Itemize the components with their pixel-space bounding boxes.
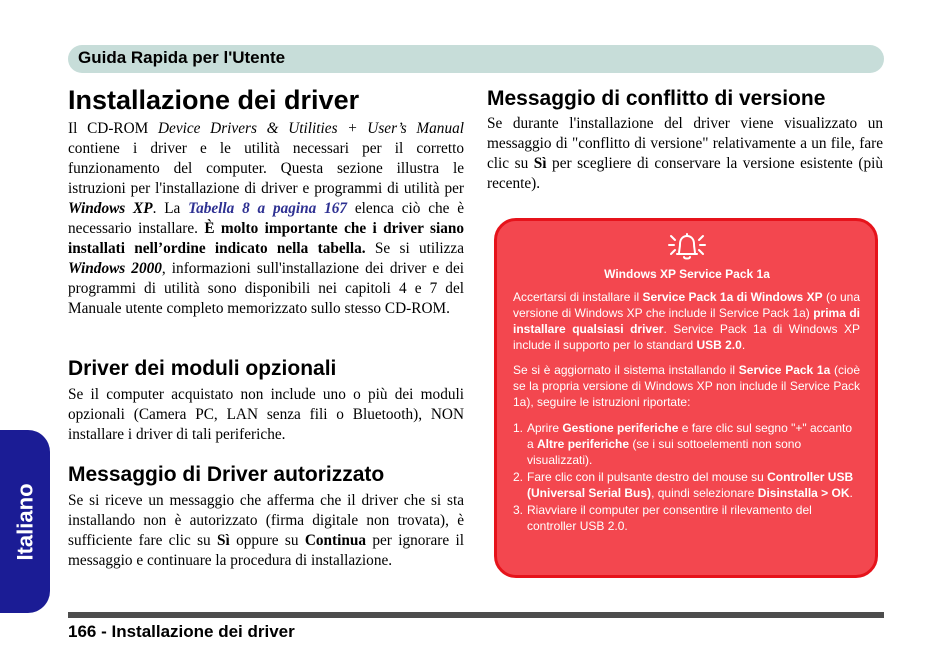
step-text: Fare clic con il pulsante destro del mouse su [527,470,768,484]
step-text: . [849,486,853,500]
page-title: Installazione dei driver [68,85,360,115]
step-emph: Controller USB (Universal Serial Bus) [527,470,854,500]
step-number: 1. [513,421,524,435]
warning-text: Accertarsi di installare il [513,290,643,304]
warning-emph: Service Pack 1a di Windows XP [642,290,823,304]
intro-important: È molto importante che i driver siano installati nell’ordine indicato nella tabella. [68,220,464,257]
auth-yes: Sì [217,532,230,549]
step-emph: Altre periferiche [537,437,630,451]
step-text: Riavviare il computer per consentire il rilevamento del controller USB 2.0. [527,503,812,533]
warning-steps [513,420,860,535]
step-number: 2. [513,470,524,484]
table-link[interactable]: Tabella 8 a pagina 167 [188,200,348,217]
step-emph: Gestione periferiche [562,421,679,435]
warning-text: (cioè se la propria versione di Windows XP non include il Service Pack 1a), seguire le istruzioni riportate: [513,363,860,409]
optional-modules-text: Se il computer acquistato non include uno o più dei moduli opzionali (Camera PC, LAN senza fili o Bluetooth), NON installare i driver di tali periferiche. [68,386,464,443]
warning-step [513,502,860,534]
intro-text: Il CD-ROM [68,120,158,137]
conflict-text: per scegliere di conservare la versione esistente (più recente). [487,155,883,192]
intro-paragraph [68,119,464,319]
step-text: , quindi selezionare [651,486,758,500]
bell-icon [665,230,709,262]
step-number: 3. [513,503,524,517]
intro-text: elenca ciò che è necessario installare. [68,200,464,237]
step-text: e fare clic sul segno "+" accanto a [527,421,853,451]
version-conflict-text [487,114,883,194]
warning-emph: prima di installare qualsiasi driver [513,306,860,336]
intro-os-name: Windows XP [68,200,153,217]
optional-modules-heading: Driver dei moduli opzionali [68,357,337,380]
intro-text: Se si utilizza [365,240,464,257]
intro-text: . La [152,200,189,217]
warning-step [513,420,860,468]
step-emph: Disinstalla > OK [757,486,850,500]
footer-page-label: 166 - Installazione dei driver [68,622,295,641]
conflict-yes: Sì [533,155,547,172]
auth-text: Se si riceve un messaggio che afferma che il driver che si sta installando non è autorizzato (firma digitale non trovata), è sufficiente fare clic su [68,492,464,549]
side-tab-label: Italiano [12,482,38,561]
auth-text: per ignorare il messaggio e continuare la procedura di installazione. [68,532,464,569]
step-text: (se i sui sottoelementi non sono visualizzati). [527,437,802,467]
warning-paragraph-1 [513,289,860,353]
warning-emph: Service Pack 1a [738,363,831,377]
footer-rule [68,612,884,618]
authorized-driver-text [68,491,464,571]
warning-text: . Service Pack 1a di Windows XP include il supporto per lo standard [513,322,860,352]
intro-cd-name: Device Drivers & Utilities + User’s Manual [157,120,464,137]
warning-step [513,469,860,501]
step-text: Aprire [527,421,563,435]
intro-text: contiene i driver e le utilità necessari per il corretto funzionamento del computer. Questa sezione illustra le istruzioni per l'installazione di driver e programmi di utilità per [68,140,464,197]
authorized-driver-heading: Messaggio di Driver autorizzato [68,463,385,486]
warning-title: Windows XP Service Pack 1a [604,267,770,281]
conflict-text: Se durante l'installazione del driver viene visualizzato un messaggio di "conflitto di versione" relativamente a un file, fare clic su [487,115,883,172]
warning-text: Se si è aggiornato il sistema installando il [513,363,739,377]
header-title: Guida Rapida per l'Utente [78,48,286,67]
auth-continue: Continua [304,532,367,549]
warning-text: . [741,338,746,352]
auth-text: oppure su [229,532,305,549]
warning-text: (o una versione di Windows XP che include il Service Pack 1a) [513,290,861,320]
version-conflict-heading: Messaggio di conflitto di versione [487,87,826,110]
intro-os-name: Windows 2000 [68,260,162,277]
warning-paragraph-2 [513,362,860,410]
intro-text: , informazioni sull'installazione dei driver e dei programmi di utilità sono disponibili nei capitoli 4 e 7 del Manuale utente completo memorizzato sullo stesso CD-ROM. [68,260,464,317]
side-tab-label-wrap [0,430,50,613]
warning-emph: USB 2.0 [696,338,742,352]
